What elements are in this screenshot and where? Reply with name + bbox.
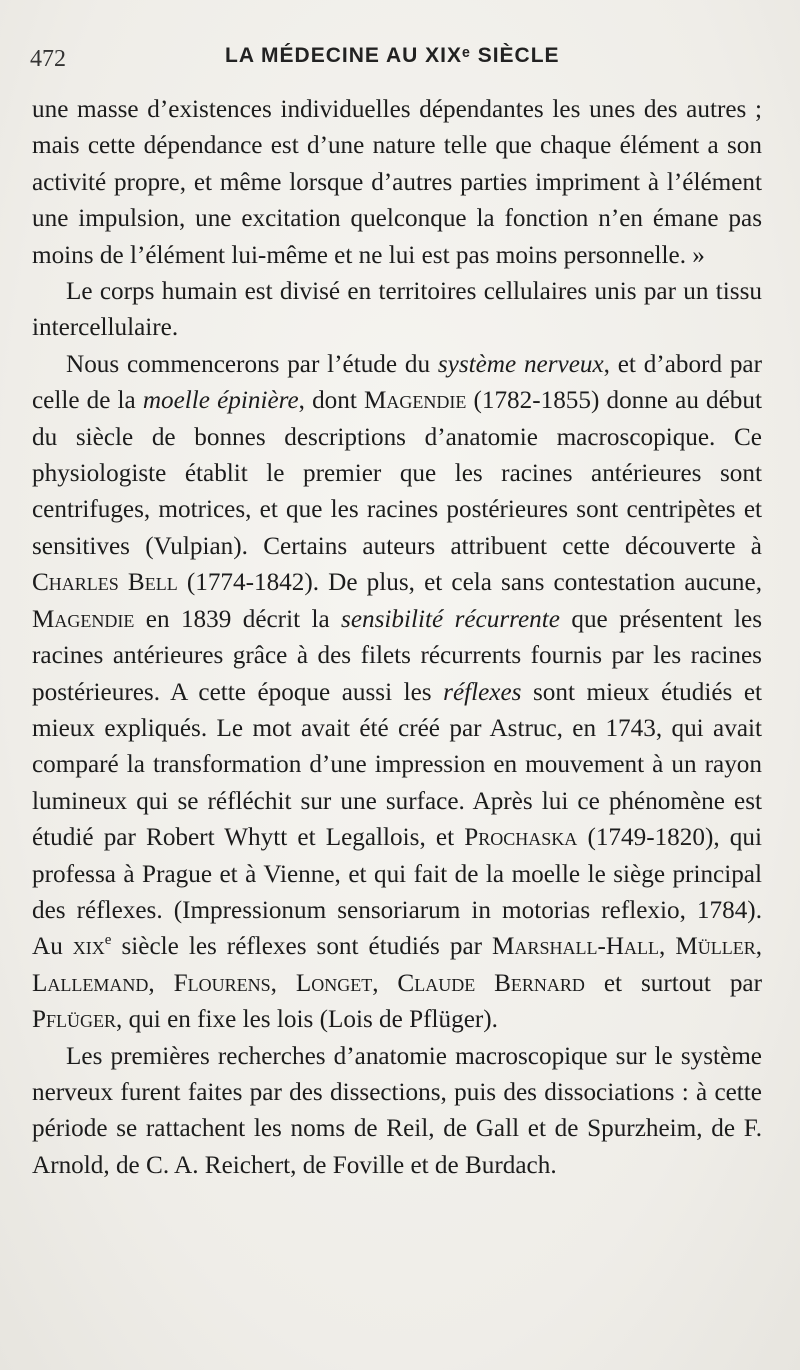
body-text (32, 92, 762, 1184)
page-number: 472 (30, 46, 66, 72)
text-run: en 1839 décrit la (134, 605, 342, 633)
paragraph-2: Le corps humain est divisé en territoires cellulaires unis par un tissu intercellulaire. (32, 278, 762, 342)
running-title: LA MÉDECINE AU XIXᵉ SIÈCLE (225, 44, 560, 67)
century-superscript: e (104, 932, 112, 949)
text-run: , (659, 933, 676, 961)
italic-term: réflexes (443, 678, 522, 706)
text-run: , (270, 969, 296, 997)
text-run: siècle les réflexes sont étudiés par (111, 933, 493, 961)
paragraph-3 (32, 347, 762, 1039)
text-run: , qui en fixe les lois (Lois de Pflüger). (116, 1006, 498, 1034)
text-run: (1749-1820), qui professa à Prague et à Vienne, et qui fait de la moelle le siège principal des réflexes. (Impressionum sensoriarum in motorias reflexio, 1784). Au (32, 824, 762, 961)
text-run: , (148, 969, 174, 997)
author-name: Müller (675, 933, 756, 961)
italic-term: sensibilité récurrente (341, 605, 560, 633)
text-run: (1782-1855) donne au début du siècle de bonnes descriptions d’anatomie macroscopique. Ce physiologiste établit le premier que les racines antérieures sont centrifuges, motrices, et que les racines postérieures sont centripètes et sensitives (Vulpian). Certains auteurs attribuent cette découverte à (32, 387, 762, 560)
text-run: et surtout par (584, 969, 763, 997)
text-run: Nous commencerons par l’étude du (66, 350, 438, 378)
text-run: , et d’abord par celle de la (32, 350, 762, 415)
page-header (30, 44, 770, 80)
italic-term: moelle épinière (142, 387, 299, 415)
author-name: Flourens (173, 969, 271, 997)
author-name: Magendie (32, 605, 135, 633)
italic-term: système nerveux (437, 350, 604, 378)
text-run: que présentent les racines antérieures grâce à des filets récurrents fournis par les racines postérieures. A cette époque aussi les (32, 605, 762, 706)
author-name: Marshall-Hall (492, 933, 660, 961)
paragraph-4: Les premières recherches d’anatomie macroscopique sur le système nerveux furent faites par des dissections, puis des dissociations : à cette période se rattachent les noms de Reil, de Gall et de Spurzheim, de F. Arnold, de C. A. Reichert, de Foville et de Burdach. (32, 1042, 762, 1179)
text-run: (1774-1842). De plus, et cela sans contestation aucune, (177, 569, 762, 597)
century-numeral: xix (72, 933, 105, 961)
author-name: Prochaska (464, 824, 578, 852)
text-run: , dont (298, 387, 364, 415)
author-name: Pflüger (32, 1006, 117, 1034)
text-run: sont mieux étudiés et mieux expliqués. Le mot avait été créé par Astruc, en 1743, qui avait comparé la transformation d’une impression en mouvement à un rayon lumineux qui se réfléchit sur une surface. Après lui ce phénomène est étudié par Robert Whytt et Legallois, et (32, 678, 763, 852)
text-run: , (755, 933, 763, 961)
author-name: Claude Bernard (397, 969, 585, 997)
author-name: Lallemand (32, 969, 149, 997)
author-name: Magendie (363, 387, 467, 415)
author-name: Longet (295, 969, 373, 997)
author-name: Charles Bell (32, 569, 178, 597)
text-run: , (372, 969, 398, 997)
paragraph-1: une masse d’existences individuelles dépendantes les unes des autres ; mais cette dépendance est d’une nature telle que chaque élément a son activité propre, et même lorsque d’autres parties impriment à l’élément une impulsion, une excitation quelconque la fonction n’en émane pas moins de l’élément lui-même et ne lui est pas moins personnelle. » (32, 96, 762, 269)
